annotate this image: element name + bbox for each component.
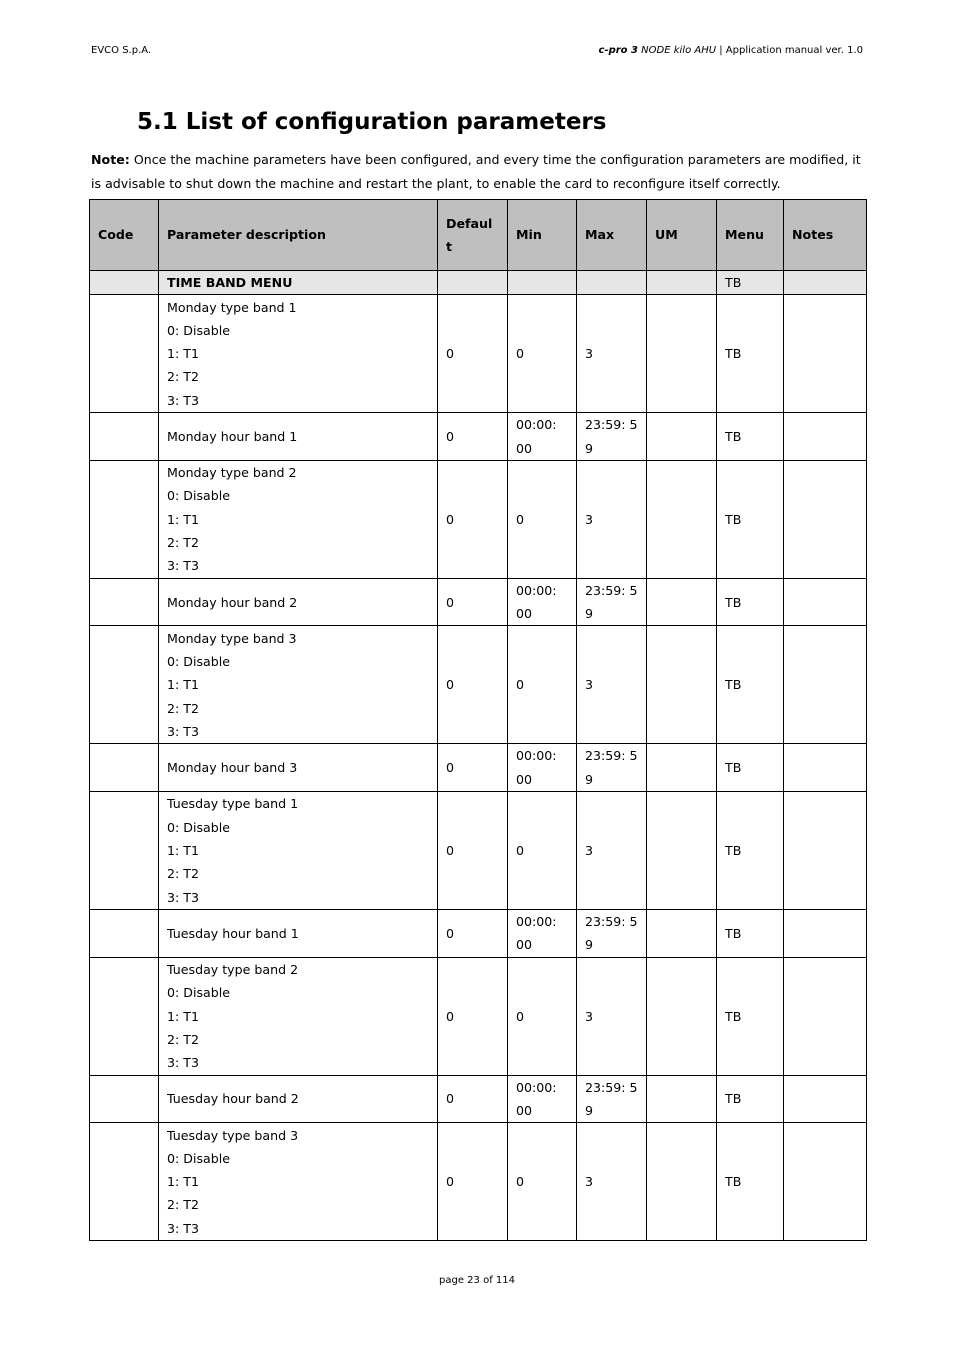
cell-description — [159, 910, 438, 958]
cell-description — [159, 957, 438, 1075]
note-paragraph — [91, 148, 865, 196]
cell-um — [647, 460, 717, 578]
cell-description — [159, 1123, 438, 1241]
cell-code — [90, 460, 159, 578]
table-row — [90, 792, 867, 910]
description-line: 2: T2 — [167, 1197, 199, 1213]
cell-menu: TB — [717, 910, 784, 958]
description-line: 0: Disable — [167, 488, 230, 504]
description-line: Monday hour band 2 — [167, 594, 298, 610]
cell-um — [647, 626, 717, 744]
cell-min: 00:00: 00 — [508, 578, 577, 626]
cell-notes — [784, 957, 867, 1075]
cell-default: 0 — [438, 626, 508, 744]
description-line: Tuesday type band 2 — [167, 961, 299, 977]
cell-default: 0 — [438, 413, 508, 461]
description-line: Monday hour band 3 — [167, 760, 298, 776]
description-line: Monday type band 3 — [167, 630, 297, 646]
description-line: 2: T2 — [167, 369, 199, 385]
header-description: Parameter description — [159, 200, 438, 271]
header-product-italic: NODE kilo AHU — [641, 45, 717, 56]
cell-code — [90, 1123, 159, 1241]
cell-um — [647, 792, 717, 910]
cell-max: 23:59: 59 — [577, 744, 647, 792]
description-line: 0: Disable — [167, 1150, 230, 1166]
header-um: UM — [647, 200, 717, 271]
description-line: 3: T3 — [167, 1220, 199, 1236]
parameters-table — [89, 199, 867, 1241]
description-line: 1: T1 — [167, 511, 199, 527]
description-line: Monday type band 2 — [167, 465, 297, 481]
table-row — [90, 626, 867, 744]
cell-min: 0 — [508, 626, 577, 744]
description-line: 0: Disable — [167, 322, 230, 338]
cell-code — [90, 578, 159, 626]
description-line: Monday hour band 1 — [167, 428, 298, 444]
description-line: 2: T2 — [167, 1031, 199, 1047]
header-menu: Menu — [717, 200, 784, 271]
cell-notes — [784, 910, 867, 958]
cell-notes — [784, 460, 867, 578]
cell-menu: TB — [717, 744, 784, 792]
description-line: 1: T1 — [167, 677, 199, 693]
description-line: Tuesday type band 3 — [167, 1127, 299, 1143]
table-row — [90, 1123, 867, 1241]
cell-notes — [784, 792, 867, 910]
cell-code — [90, 910, 159, 958]
cell-description — [159, 744, 438, 792]
description-line: Tuesday hour band 2 — [167, 1091, 299, 1107]
description-line: 3: T3 — [167, 889, 199, 905]
cell-description — [159, 295, 438, 413]
table-row — [90, 578, 867, 626]
header-code: Code — [90, 200, 159, 271]
header-max: Max — [577, 200, 647, 271]
note-label: Note: — [91, 152, 130, 167]
description-line: 1: T1 — [167, 842, 199, 858]
section-name: TIME BAND MENU — [159, 271, 438, 295]
header-manual-info — [599, 45, 864, 56]
cell-code — [90, 626, 159, 744]
cell-um — [647, 295, 717, 413]
cell-menu: TB — [717, 792, 784, 910]
description-line: 0: Disable — [167, 819, 230, 835]
header-min: Min — [508, 200, 577, 271]
cell-max: 3 — [577, 957, 647, 1075]
page-number: page 23 of 114 — [439, 1275, 515, 1286]
cell-notes — [784, 578, 867, 626]
cell-code — [90, 744, 159, 792]
description-line: 3: T3 — [167, 558, 199, 574]
description-line: 0: Disable — [167, 985, 230, 1001]
cell-default: 0 — [438, 910, 508, 958]
cell-menu: TB — [717, 957, 784, 1075]
table-row — [90, 910, 867, 958]
cell-code — [90, 413, 159, 461]
section-code — [90, 271, 159, 295]
section-menu: TB — [717, 271, 784, 295]
cell-min: 0 — [508, 1123, 577, 1241]
cell-code — [90, 295, 159, 413]
cell-um — [647, 1075, 717, 1123]
section-title: 5.1 List of configuration parameters — [137, 109, 607, 135]
cell-default: 0 — [438, 957, 508, 1075]
cell-min: 00:00: 00 — [508, 910, 577, 958]
cell-max: 3 — [577, 295, 647, 413]
table-row — [90, 413, 867, 461]
cell-um — [647, 413, 717, 461]
cell-notes — [784, 744, 867, 792]
cell-description — [159, 792, 438, 910]
cell-um — [647, 578, 717, 626]
cell-min: 0 — [508, 957, 577, 1075]
cell-um — [647, 957, 717, 1075]
cell-code — [90, 957, 159, 1075]
header-company: EVCO S.p.A. — [91, 45, 152, 56]
table-row — [90, 957, 867, 1075]
description-line: Monday type band 1 — [167, 299, 297, 315]
description-line: 1: T1 — [167, 346, 199, 362]
description-line: 2: T2 — [167, 535, 199, 551]
description-line: 3: T3 — [167, 723, 199, 739]
cell-notes — [784, 1123, 867, 1241]
cell-description — [159, 413, 438, 461]
cell-menu: TB — [717, 626, 784, 744]
cell-max: 23:59: 59 — [577, 413, 647, 461]
cell-min: 0 — [508, 460, 577, 578]
cell-default: 0 — [438, 295, 508, 413]
description-line: 2: T2 — [167, 700, 199, 716]
cell-notes — [784, 626, 867, 744]
cell-max: 3 — [577, 1123, 647, 1241]
cell-notes — [784, 413, 867, 461]
cell-default: 0 — [438, 460, 508, 578]
cell-notes — [784, 295, 867, 413]
cell-max: 23:59: 59 — [577, 578, 647, 626]
cell-default: 0 — [438, 1075, 508, 1123]
cell-um — [647, 744, 717, 792]
table-row — [90, 1075, 867, 1123]
cell-description — [159, 460, 438, 578]
cell-max: 3 — [577, 626, 647, 744]
cell-default: 0 — [438, 1123, 508, 1241]
description-line: 1: T1 — [167, 1008, 199, 1024]
cell-notes — [784, 1075, 867, 1123]
cell-max: 23:59: 59 — [577, 1075, 647, 1123]
note-text: Once the machine parameters have been configured, and every time the configuration parameters are modified, it is advisable to shut down the machine and restart the plant, to enable the card to reconfigure itself correctly. — [91, 152, 861, 191]
cell-menu: TB — [717, 1123, 784, 1241]
cell-default: 0 — [438, 792, 508, 910]
cell-description — [159, 1075, 438, 1123]
cell-max: 3 — [577, 792, 647, 910]
cell-min: 00:00: 00 — [508, 744, 577, 792]
cell-menu: TB — [717, 1075, 784, 1123]
description-line: 3: T3 — [167, 392, 199, 408]
cell-menu: TB — [717, 578, 784, 626]
cell-code — [90, 792, 159, 910]
cell-default: 0 — [438, 578, 508, 626]
cell-max: 3 — [577, 460, 647, 578]
cell-description — [159, 626, 438, 744]
cell-min: 00:00: 00 — [508, 413, 577, 461]
table-row — [90, 744, 867, 792]
cell-min: 0 — [508, 295, 577, 413]
description-line: 2: T2 — [167, 866, 199, 882]
table-row — [90, 295, 867, 413]
cell-menu: TB — [717, 295, 784, 413]
cell-um — [647, 1123, 717, 1241]
cell-description — [159, 578, 438, 626]
description-line: Tuesday type band 1 — [167, 796, 299, 812]
description-line: 3: T3 — [167, 1055, 199, 1071]
table-header-row — [90, 200, 867, 271]
header-manual: | Application manual ver. 1.0 — [719, 45, 863, 56]
description-line: 0: Disable — [167, 654, 230, 670]
header-notes: Notes — [784, 200, 867, 271]
cell-menu: TB — [717, 460, 784, 578]
cell-um — [647, 910, 717, 958]
cell-menu: TB — [717, 413, 784, 461]
header-product-bold: c-pro 3 — [598, 45, 638, 56]
header-default: Defaul t — [438, 200, 508, 271]
section-row — [90, 271, 867, 295]
description-line: Tuesday hour band 1 — [167, 925, 299, 941]
description-line: 1: T1 — [167, 1174, 199, 1190]
table-row — [90, 460, 867, 578]
cell-code — [90, 1075, 159, 1123]
cell-max: 23:59: 59 — [577, 910, 647, 958]
cell-default: 0 — [438, 744, 508, 792]
cell-min: 00:00: 00 — [508, 1075, 577, 1123]
cell-min: 0 — [508, 792, 577, 910]
